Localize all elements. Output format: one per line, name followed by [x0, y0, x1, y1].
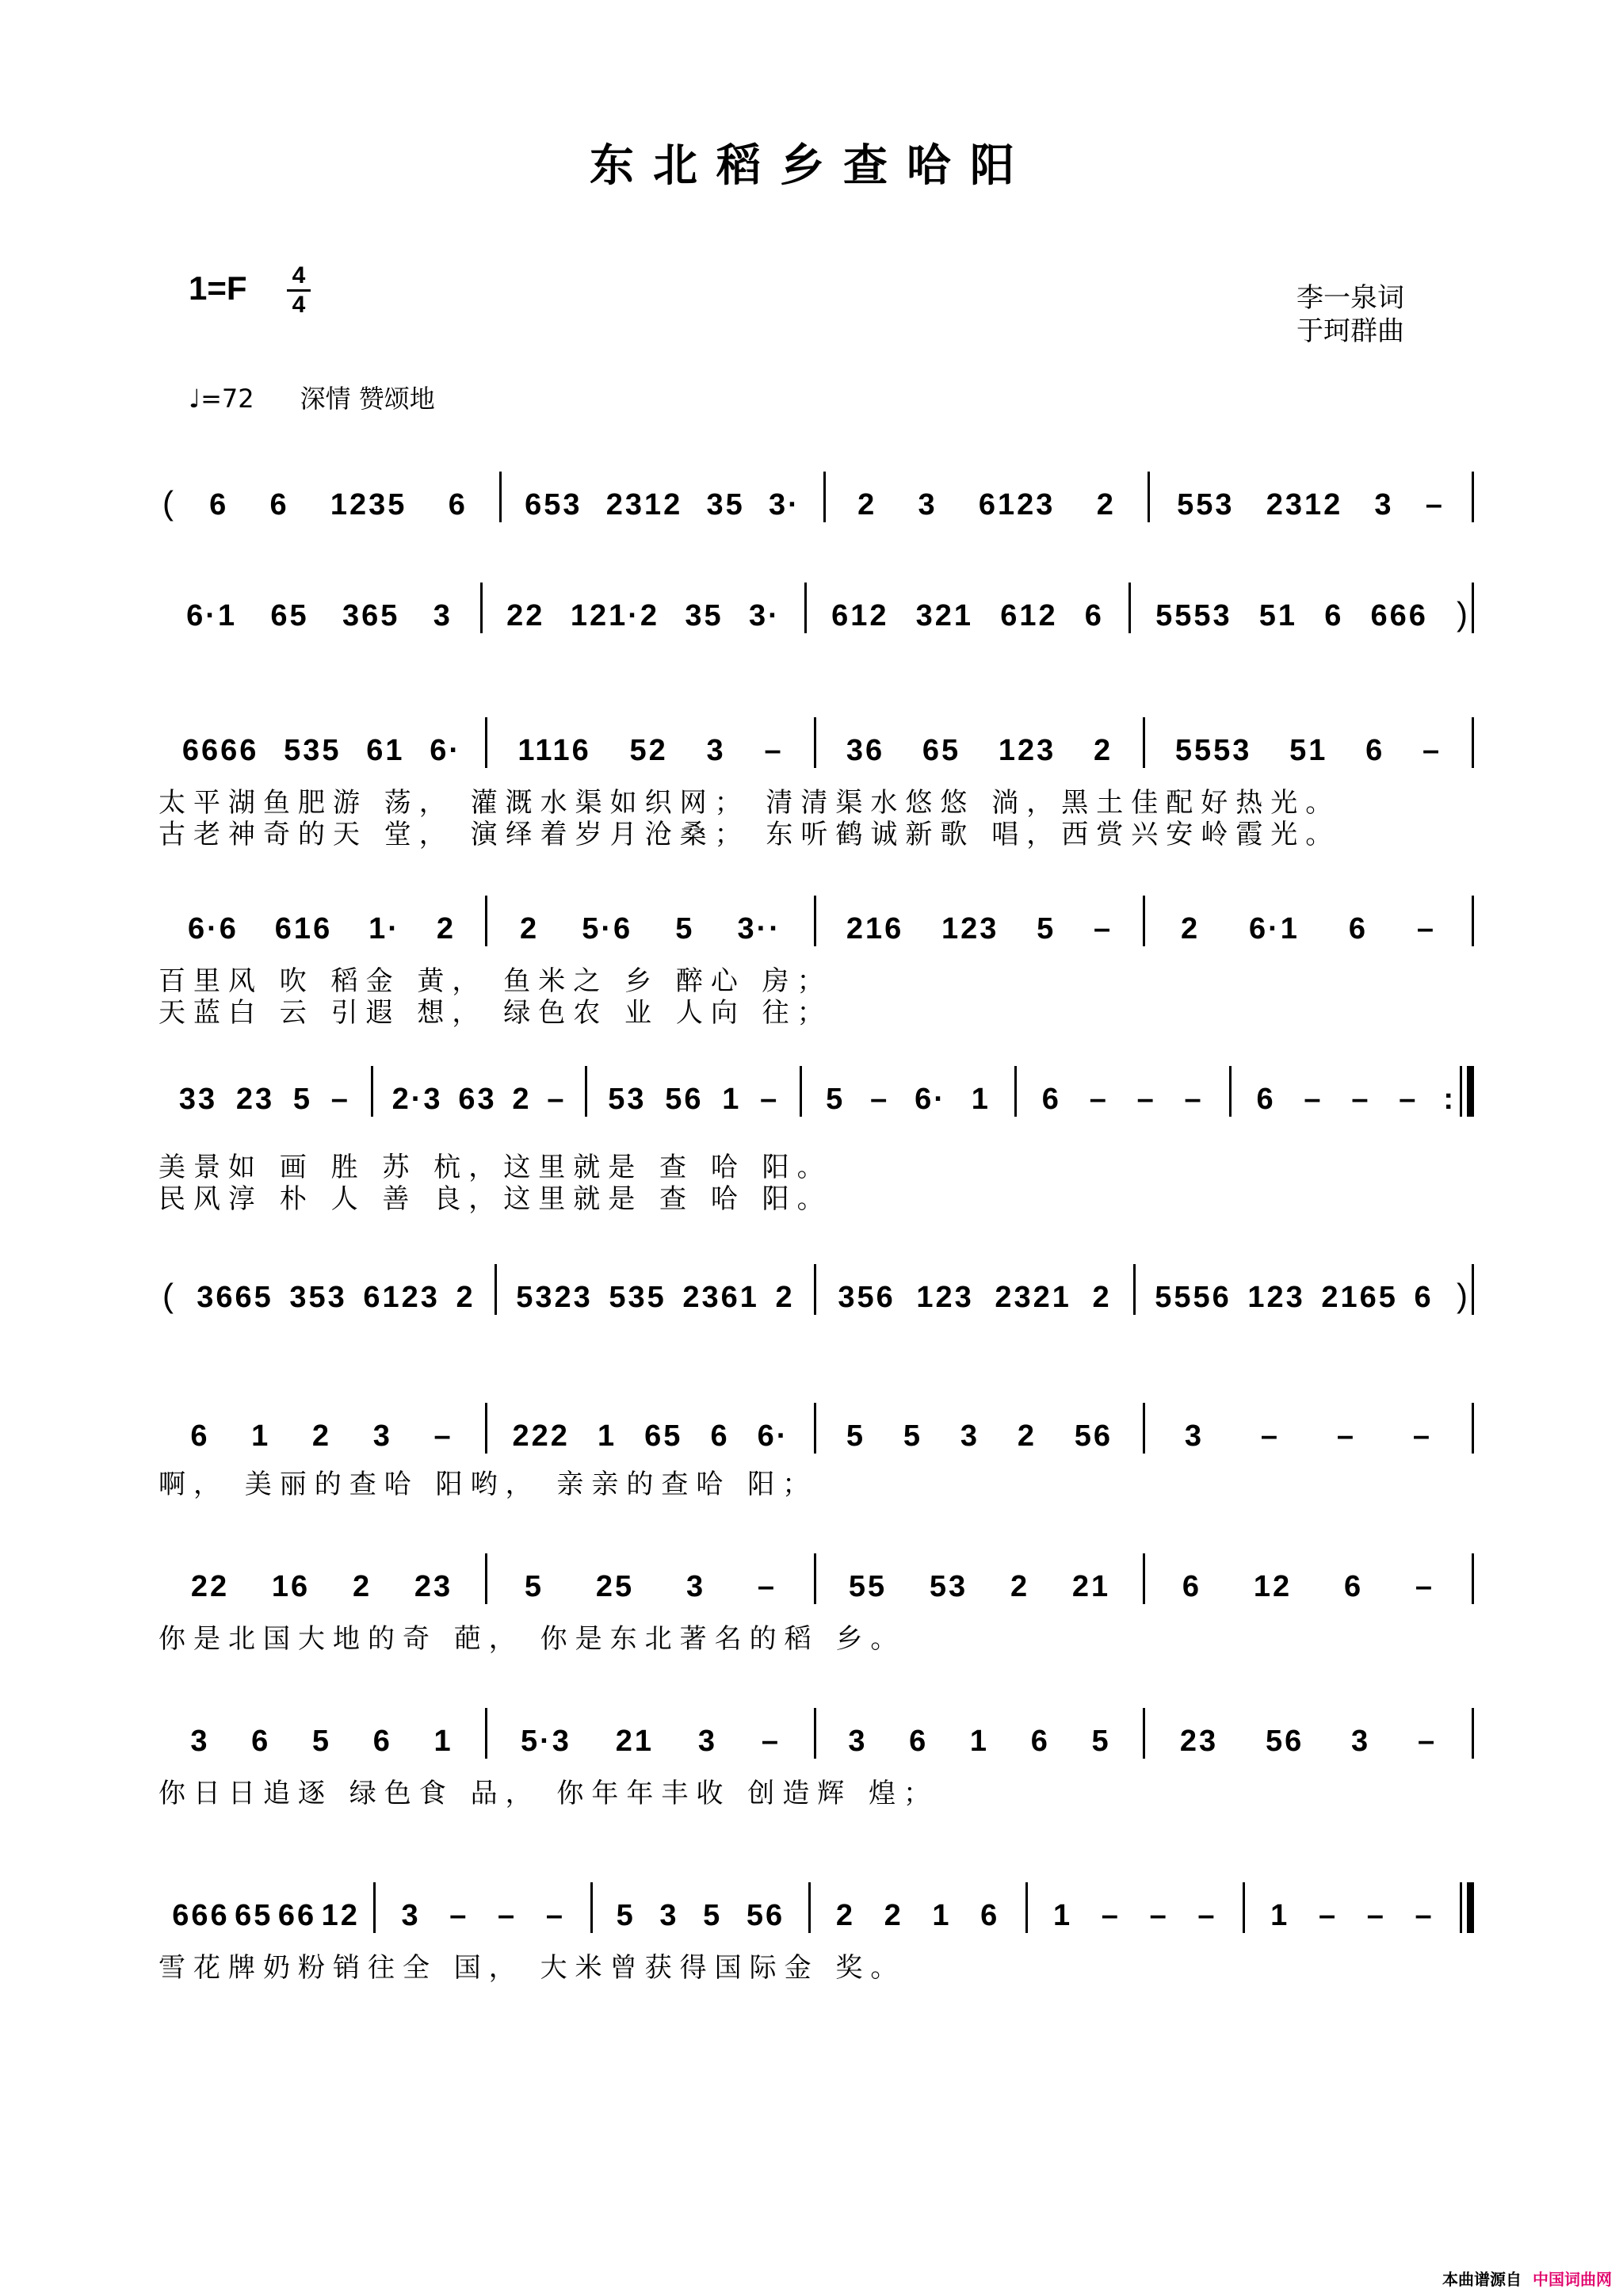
open-paren: (	[162, 1277, 174, 1314]
note-group: 65	[270, 599, 309, 632]
note-group: 2	[1017, 1419, 1037, 1453]
note-group: 2312	[605, 488, 683, 521]
note-group: 2165	[1321, 1281, 1398, 1314]
note-group: 2321	[995, 1281, 1071, 1314]
note-group: 5·6	[582, 912, 633, 946]
footer-site-name: 中国词曲网	[1533, 2270, 1612, 2289]
barline	[1472, 1553, 1474, 1604]
note-group: 123	[916, 1281, 974, 1314]
note-group: 6	[190, 1419, 210, 1453]
note-group: 2·3	[391, 1083, 443, 1116]
note-group: 6	[1348, 912, 1368, 946]
measure	[487, 734, 814, 768]
note-group: 2	[1096, 488, 1116, 521]
note-group: –	[1304, 1083, 1323, 1116]
note-group: 21	[615, 1725, 655, 1758]
note-group: 2	[311, 1419, 332, 1453]
note-group: –	[1366, 1899, 1386, 1932]
note-group: 222	[512, 1419, 570, 1453]
repeat-barline	[1443, 1066, 1474, 1117]
note-group: –	[1260, 1419, 1281, 1453]
note-group: –	[764, 734, 784, 767]
time-sig-bottom: 4	[292, 292, 306, 318]
footer-source-label: 本曲谱源自	[1442, 2270, 1522, 2289]
measure	[178, 488, 499, 522]
note-group: 56	[1265, 1725, 1304, 1758]
note-group: 6123	[978, 488, 1056, 521]
lyric-line: 你日日追逐 绿色食 品， 你年年丰收 创造辉 煌；	[158, 1778, 939, 1809]
measure	[497, 1281, 814, 1315]
measure	[487, 1725, 814, 1759]
note-group: 353	[289, 1281, 347, 1314]
note-group: 6·	[430, 734, 462, 767]
note-group: 123	[941, 912, 999, 946]
lyric-line: 雪花牌奶粉销往全 国， 大米曾获得国际金 奖。	[158, 1952, 906, 1984]
note-group: 2	[775, 1281, 795, 1314]
note-group: 6	[1414, 1281, 1434, 1314]
measure	[158, 1725, 485, 1759]
measure	[158, 734, 485, 768]
note-group: 5553	[1174, 734, 1252, 767]
note-group: 12	[1253, 1570, 1293, 1603]
note-group: 666	[172, 1899, 230, 1932]
note-group: 52	[629, 734, 668, 767]
note-group: 5	[1091, 1725, 1111, 1758]
note-group: 1	[251, 1419, 271, 1453]
note-group: 3	[960, 1419, 980, 1453]
note-group: 5·3	[520, 1725, 571, 1758]
note-group: 653	[525, 488, 582, 521]
note-group: 12	[321, 1899, 360, 1932]
note-group: 6666	[181, 734, 259, 767]
note-group: 3·	[769, 488, 800, 521]
note-group: 3	[706, 734, 726, 767]
staff-row	[158, 1066, 1474, 1117]
note-group: 121·2	[570, 599, 660, 632]
measure	[1150, 488, 1472, 522]
note-group: 2	[436, 912, 456, 946]
note-group: –	[870, 1083, 890, 1116]
note-group: 6	[1030, 1725, 1050, 1758]
staff-row	[158, 472, 1474, 522]
measure	[158, 1083, 371, 1117]
note-group: 56	[1074, 1419, 1113, 1453]
note-group: 65	[922, 734, 961, 767]
staff-row	[158, 1708, 1474, 1759]
measure	[1232, 1083, 1444, 1117]
note-group: 216	[846, 912, 904, 946]
note-group: –	[1136, 1083, 1156, 1116]
measure	[816, 912, 1143, 946]
note-group: 51	[1258, 599, 1298, 632]
note-group: –	[330, 1083, 350, 1116]
credits	[1296, 281, 1404, 348]
note-group: 365	[342, 599, 400, 632]
note-group: 356	[838, 1281, 896, 1314]
measure	[1145, 734, 1472, 768]
measure	[178, 1281, 495, 1315]
note-group: 3	[1374, 488, 1394, 521]
note-group: 61	[366, 734, 405, 767]
note-group: 5556	[1155, 1281, 1232, 1314]
note-group: 6	[251, 1725, 271, 1758]
measure	[816, 1281, 1133, 1315]
note-group: 5	[903, 1419, 923, 1453]
note-group: 6·6	[187, 912, 239, 946]
note-group: 1235	[330, 488, 407, 521]
note-group: 3··	[737, 912, 781, 946]
note-group: –	[1417, 1725, 1438, 1758]
note-group: 5	[846, 1419, 866, 1453]
note-group: 535	[284, 734, 342, 767]
note-group: 53	[929, 1570, 968, 1603]
note-group: 535	[609, 1281, 666, 1314]
measure	[593, 1899, 808, 1933]
lyric-line: 美景如 画 胜 苏 杭，这里就是 查 哈 阳。	[158, 1152, 832, 1183]
note-group: 5	[675, 912, 695, 946]
staff-row	[158, 1553, 1474, 1604]
note-group: 2	[456, 1281, 475, 1314]
lyricist: 李一泉词	[1296, 282, 1404, 314]
song-title: 东北稻乡查哈阳	[590, 139, 1033, 192]
note-group: 2	[1092, 1281, 1112, 1314]
note-group: 3	[685, 1570, 706, 1603]
note-group: 612	[831, 599, 889, 632]
measure	[158, 1570, 485, 1604]
thin-barline	[1460, 1882, 1462, 1933]
lyric-line: 啊， 美丽的查哈 阳哟， 亲亲的查哈 阳；	[158, 1469, 818, 1500]
close-paren: )	[1457, 1277, 1468, 1314]
note-group: 6	[1365, 734, 1385, 767]
note-group: 6	[1256, 1083, 1276, 1116]
note-group: 5	[524, 1570, 544, 1603]
note-group: 22	[190, 1570, 230, 1603]
note-group: 6	[710, 1419, 730, 1453]
staff-row	[158, 583, 1474, 633]
note-group: 35	[685, 599, 724, 632]
tempo-value: ♩=72	[189, 384, 254, 414]
note-group: 5	[826, 1083, 846, 1116]
note-group: 6·	[915, 1083, 946, 1116]
note-group: –	[1415, 1570, 1435, 1603]
note-group: 65	[235, 1899, 273, 1932]
note-group: 5	[1037, 912, 1056, 946]
note-group: 6·1	[186, 599, 238, 632]
measure	[373, 1083, 586, 1117]
measure	[811, 1899, 1025, 1933]
key-signature: 1=F	[189, 269, 247, 307]
note-group: –	[1425, 488, 1445, 521]
measure	[1245, 1899, 1460, 1933]
measure	[158, 1899, 373, 1933]
measure	[1145, 1570, 1472, 1604]
note-group: 321	[915, 599, 974, 632]
mood-marking: 深情 赞颂地	[300, 384, 435, 414]
note-group: –	[1416, 912, 1437, 946]
time-sig-top: 4	[292, 262, 306, 288]
note-group: 1	[597, 1419, 617, 1453]
barline	[1472, 1708, 1474, 1759]
note-group: 23	[235, 1083, 275, 1116]
note-group: 3·	[749, 599, 781, 632]
note-group: –	[1197, 1899, 1217, 1932]
note-group: –	[1422, 734, 1442, 767]
measure	[816, 734, 1143, 768]
note-group: 5	[703, 1899, 723, 1932]
note-group: 3	[433, 599, 453, 632]
measure	[158, 599, 480, 633]
note-group: 2	[520, 912, 540, 946]
note-group: 6	[1041, 1083, 1061, 1116]
composer: 于珂群曲	[1296, 315, 1404, 347]
note-group: 66	[277, 1899, 317, 1932]
note-group: 6	[448, 488, 468, 521]
note-group: –	[545, 1899, 565, 1932]
note-group: 3	[1351, 1725, 1371, 1758]
note-group: 612	[1000, 599, 1058, 632]
lyric-line: 天蓝白 云 引遐 想， 绿色农 业 人向 往；	[158, 997, 832, 1029]
note-group: 21	[1071, 1570, 1111, 1603]
note-group: 33	[178, 1083, 218, 1116]
lyric-line: 太平湖鱼肥游 荡， 灌溉水渠如织网； 清清渠水悠悠 淌，黑土佳配好热光。	[158, 787, 1341, 819]
note-group: 53	[608, 1083, 647, 1116]
thick-barline	[1467, 1066, 1474, 1117]
note-group: 6·	[757, 1419, 789, 1453]
note-group: 6·1	[1249, 912, 1300, 946]
note-group: 6	[269, 488, 289, 521]
note-group: –	[1149, 1899, 1169, 1932]
lyric-line: 古老神奇的天 堂， 演绎着岁月沧桑； 东听鹤诚新歌 唱，西赏兴安岭霞光。	[158, 819, 1341, 850]
lyric-line: 民风淳 朴 人 善 良，这里就是 查 哈 阳。	[158, 1183, 832, 1215]
open-paren: (	[162, 484, 174, 521]
footer	[1442, 2267, 1612, 2290]
note-group: 3	[659, 1899, 679, 1932]
note-group: –	[1089, 1083, 1109, 1116]
measure	[1145, 1419, 1472, 1454]
note-group: 16	[271, 1570, 311, 1603]
repeat-dots: :	[1443, 1083, 1453, 1116]
measure	[816, 1419, 1143, 1454]
note-group: 2	[512, 1083, 532, 1116]
measure	[807, 599, 1128, 633]
note-group: 25	[595, 1570, 635, 1603]
note-group: 6	[209, 488, 229, 521]
thick-barline	[1467, 1882, 1474, 1933]
barline	[1472, 583, 1474, 633]
note-group: 55	[848, 1570, 888, 1603]
note-group: 1	[969, 1725, 990, 1758]
note-group: 3	[372, 1419, 392, 1453]
note-group: 56	[665, 1083, 704, 1116]
measure	[376, 1899, 590, 1933]
note-group: 1	[971, 1083, 991, 1116]
note-group: 616	[274, 912, 333, 946]
lyric-line: 百里风 吹 稻金 黄， 鱼米之 乡 醉心 房；	[158, 965, 832, 997]
tempo-marking	[189, 379, 435, 415]
staff-row	[158, 717, 1474, 768]
note-group: 1·	[369, 912, 400, 946]
note-group: 2	[352, 1570, 372, 1603]
note-group: 1	[1270, 1899, 1290, 1932]
note-group: 1	[722, 1083, 742, 1116]
note-group: 2	[1010, 1570, 1030, 1603]
note-group: –	[449, 1899, 469, 1932]
note-group: 6	[1343, 1570, 1364, 1603]
note-group: 6	[1084, 599, 1104, 632]
note-group: 3	[190, 1725, 210, 1758]
barline	[1472, 1403, 1474, 1454]
note-group: 5	[311, 1725, 332, 1758]
note-group: 36	[846, 734, 885, 767]
note-group: 3	[401, 1899, 421, 1932]
note-group: –	[1351, 1083, 1371, 1116]
note-group: 1	[1053, 1899, 1073, 1932]
note-group: 6	[372, 1725, 392, 1758]
note-group: 2	[1180, 912, 1201, 946]
measure	[487, 1570, 814, 1604]
measure	[1131, 599, 1453, 633]
note-group: 2361	[682, 1281, 759, 1314]
note-group: 6	[980, 1899, 1000, 1932]
note-group: 1	[932, 1899, 952, 1932]
note-group: 1	[433, 1725, 453, 1758]
note-group: 5	[616, 1899, 636, 1932]
lyric-line: 你是北国大地的奇 葩， 你是东北著名的稻 乡。	[158, 1623, 906, 1655]
note-group: 3665	[197, 1281, 273, 1314]
measure	[1028, 1899, 1243, 1933]
barline	[1472, 1264, 1474, 1315]
measure	[587, 1083, 800, 1117]
note-group: –	[1412, 1419, 1433, 1453]
note-group: –	[757, 1570, 777, 1603]
note-group: 63	[458, 1083, 497, 1116]
measure	[487, 912, 814, 946]
note-group: –	[761, 1725, 781, 1758]
measure	[802, 1083, 1014, 1117]
staff-row	[158, 1403, 1474, 1454]
note-group: –	[1093, 912, 1113, 946]
note-group: –	[1415, 1899, 1434, 1932]
close-paren: )	[1457, 595, 1468, 632]
note-group: –	[1184, 1083, 1204, 1116]
note-group: 553	[1177, 488, 1235, 521]
staff-row	[158, 1882, 1474, 1933]
note-group: 23	[414, 1570, 453, 1603]
note-group: –	[1318, 1899, 1338, 1932]
note-group: 123	[998, 734, 1056, 767]
note-group: 1116	[517, 734, 591, 767]
note-group: 5	[292, 1083, 312, 1116]
staff-row	[158, 1264, 1474, 1315]
note-group: 5323	[516, 1281, 593, 1314]
note-group: 2	[884, 1899, 903, 1932]
measure	[816, 1570, 1143, 1604]
note-group: 2312	[1266, 488, 1343, 521]
final-barline	[1460, 1882, 1474, 1933]
measure	[158, 912, 485, 946]
note-group: 3	[697, 1725, 718, 1758]
note-group: –	[547, 1083, 567, 1116]
measure	[502, 488, 823, 522]
note-group: 35	[706, 488, 745, 521]
note-group: –	[498, 1899, 517, 1932]
note-group: 51	[1289, 734, 1328, 767]
measure	[1145, 1725, 1472, 1759]
measure	[487, 1419, 814, 1454]
barline	[1472, 717, 1474, 768]
note-group: 666	[1370, 599, 1428, 632]
measure	[1017, 1083, 1229, 1117]
measure	[1136, 1281, 1453, 1315]
measure	[1145, 912, 1472, 946]
measure	[158, 1419, 485, 1454]
note-group: 56	[746, 1899, 785, 1932]
thin-barline	[1460, 1066, 1462, 1117]
note-group: –	[1399, 1083, 1419, 1116]
note-group: 2	[835, 1899, 855, 1932]
note-group: 6	[909, 1725, 929, 1758]
measure	[826, 488, 1148, 522]
note-group: 123	[1247, 1281, 1305, 1314]
note-group: 3	[1184, 1419, 1205, 1453]
note-group: 3	[848, 1725, 868, 1758]
note-group: 6	[1182, 1570, 1202, 1603]
note-group: 3	[918, 488, 938, 521]
note-group: 65	[644, 1419, 683, 1453]
note-group: –	[760, 1083, 780, 1116]
measure	[483, 599, 804, 633]
note-group: –	[1336, 1419, 1357, 1453]
barline	[1472, 896, 1474, 946]
time-signature	[287, 264, 311, 317]
note-group: 23	[1179, 1725, 1219, 1758]
note-group: –	[1101, 1899, 1121, 1932]
note-group: 5553	[1155, 599, 1232, 632]
note-group: 2	[1093, 734, 1113, 767]
note-group: –	[433, 1419, 453, 1453]
staff-row	[158, 896, 1474, 946]
note-group: 6123	[363, 1281, 440, 1314]
note-group: 6	[1324, 599, 1344, 632]
barline	[1472, 472, 1474, 522]
note-group: 22	[506, 599, 545, 632]
note-group: 2	[857, 488, 877, 521]
measure	[816, 1725, 1143, 1759]
